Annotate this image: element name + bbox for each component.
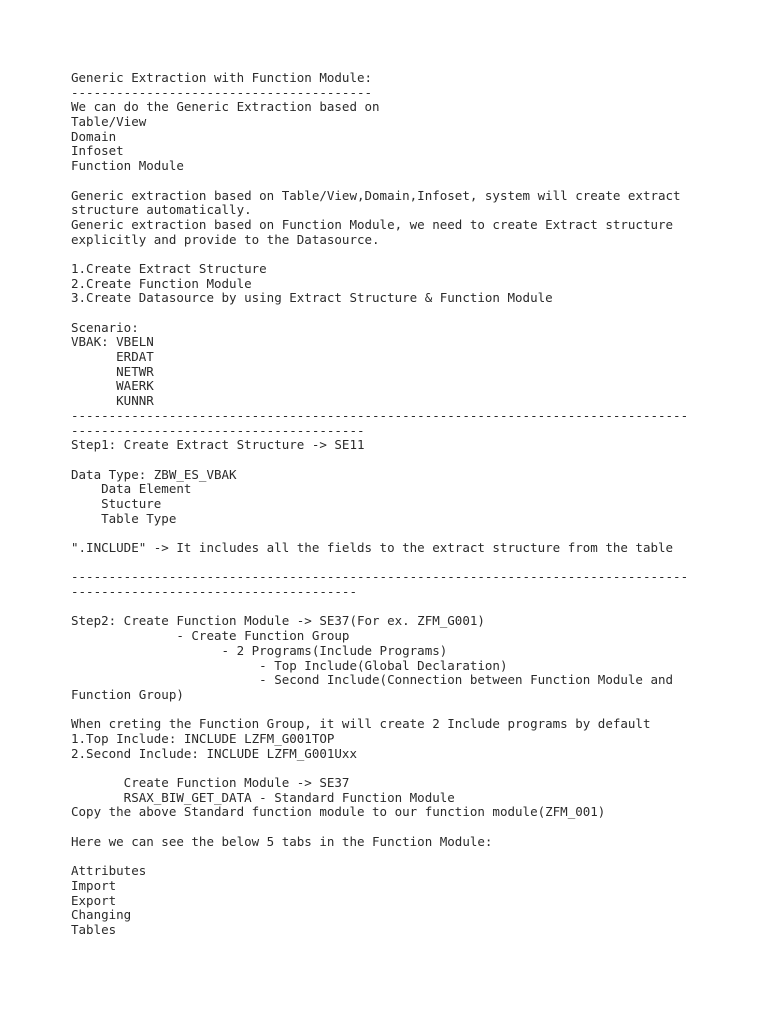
blank-line (71, 761, 751, 776)
text-line: Changing (71, 907, 132, 923)
text-line: Create Function Module -> SE37 (71, 775, 350, 790)
text-line: 1.Top Include: INCLUDE LZFM_G001TOP (71, 730, 335, 746)
text-line: Import (71, 877, 117, 893)
text-line: Domain (71, 128, 117, 144)
document-title: Generic Extraction with Function Module: (71, 70, 373, 85)
blank-line (71, 703, 751, 718)
text-line: Copy the above Standard function module to our function module(ZFM_001) (71, 804, 606, 820)
text-line: Tables (71, 921, 117, 937)
text-line: When creting the Function Group, it will create 2 Include programs by default (71, 716, 651, 732)
step-heading: Step2: Create Function Module -> SE37(For ex. ZFM_G001) (71, 613, 485, 629)
text-line: Infoset (71, 143, 124, 159)
text-line: KUNNR (71, 393, 154, 409)
blank-line (71, 600, 751, 615)
text-line: Scenario: (71, 319, 139, 335)
separator-line: --------------------------------------- (71, 422, 365, 438)
separator-line: ---------------------------------------------------------------------------------- (71, 407, 689, 423)
blank-line (71, 556, 751, 571)
text-line: Table Type (71, 510, 177, 526)
text-line: 3.Create Datasource by using Extract Structure & Function Module (71, 290, 553, 306)
blank-line (71, 306, 751, 321)
text-line: ".INCLUDE" -> It includes all the fields to the extract structure from the table (71, 540, 674, 555)
text-line: 1.Create Extract Structure (71, 260, 267, 276)
step-heading: Step1: Create Extract Structure -> SE11 (71, 437, 365, 453)
text-line: structure automatically. (71, 202, 252, 218)
text-line: Here we can see the below 5 tabs in the Function Module: (71, 833, 493, 849)
separator-line: ---------------------------------------------------------------------------------- (71, 569, 689, 585)
text-line: Generic extraction based on Function Module, we need to create Extract structure (71, 216, 674, 232)
text-line: WAERK (71, 378, 154, 394)
text-line: ERDAT (71, 349, 154, 365)
text-line: - Top Include(Global Declaration) (71, 657, 508, 673)
text-line: VBAK: VBELN (71, 334, 154, 350)
document-body (71, 71, 751, 938)
separator-line: ---------------------------------------- (71, 84, 373, 100)
text-line: RSAX_BIW_GET_DATA - Standard Function Module (71, 789, 455, 805)
text-line: Table/View (71, 114, 147, 130)
separator-line: -------------------------------------- (71, 584, 357, 600)
text-line: Function Group) (71, 686, 184, 702)
text-line: Function Module (71, 158, 184, 174)
text-line: We can do the Generic Extraction based on (71, 99, 380, 115)
text-line: Export (71, 892, 117, 908)
text-line: Attributes (71, 863, 147, 879)
text-line: - Create Function Group (71, 628, 350, 644)
text-line: Data Element (71, 481, 192, 497)
text-line: 2.Second Include: INCLUDE LZFM_G001Uxx (71, 745, 357, 761)
text-line: Stucture (71, 495, 162, 511)
text-line: - Second Include(Connection between Function Module and (71, 672, 674, 688)
text-line: NETWR (71, 363, 154, 379)
text-line: explicitly and provide to the Datasource. (71, 231, 380, 247)
blank-line (71, 849, 751, 864)
blank-line (71, 174, 751, 189)
blank-line (71, 247, 751, 262)
text-line: 2.Create Function Module (71, 275, 252, 291)
text-line: Generic extraction based on Table/View,Domain,Infoset, system will create extract (71, 187, 681, 203)
text-line: Data Type: ZBW_ES_VBAK (71, 466, 237, 482)
blank-line (71, 526, 751, 541)
text-line: - 2 Programs(Include Programs) (71, 642, 448, 658)
blank-line (71, 453, 751, 468)
blank-line (71, 820, 751, 835)
